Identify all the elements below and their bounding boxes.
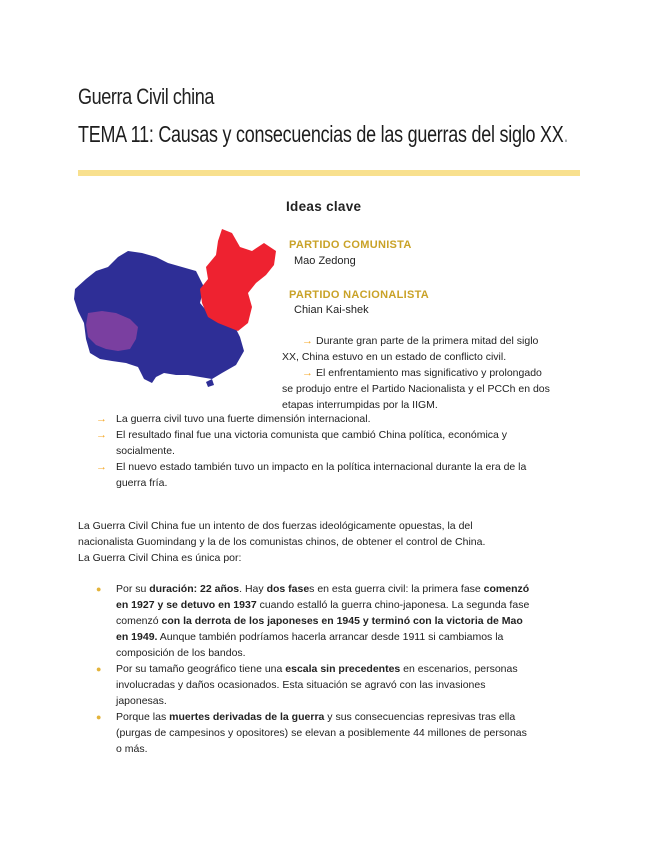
list-item: → La guerra civil tuvo una fuerte dimensión internacional. (96, 413, 371, 425)
list-item: → El nuevo estado también tuvo un impacto en la política internacional durante la era de la guerra fría. (96, 461, 527, 489)
right-point-1: → Durante gran parte de la primera mitad del siglo (302, 335, 539, 347)
right-point-2: → El enfrentamiento mas significativo y prolongado (302, 367, 542, 379)
arrow-icon: → (96, 413, 107, 425)
intro-paragraph: La Guerra Civil China fue un intento de dos fuerzas ideológicamente opuestas, la del nacionalista Guomindang y la de los comunistas chinos, de obtener el control de China. La Guerra Civil China es única por: (78, 520, 486, 564)
detail-list (96, 581, 572, 757)
right-point-1-cont: XX, China estuvo en un estado de conflicto civil. (282, 351, 507, 363)
right-point-2-cont: se produjo entre el Partido Nacionalista y el PCCh en dos (282, 383, 550, 395)
ideas-heading: Ideas clave (286, 199, 362, 214)
divider-rule (78, 170, 580, 176)
bullet-icon: ● (96, 664, 102, 674)
arrow-icon: → (302, 335, 313, 347)
map-communist-region (200, 229, 276, 331)
subtitle-text: TEMA 11: Causas y consecuencias de las guerras del siglo XX (78, 121, 564, 147)
arrow-icon: → (96, 461, 107, 473)
party-leader-communist: Mao Zedong (294, 255, 356, 267)
bullet-icon: ● (96, 584, 102, 594)
party-name-communist: PARTIDO COMUNISTA (289, 239, 412, 251)
arrow-icon: → (96, 429, 107, 441)
list-item: → El resultado final fue una victoria comunista que cambió China política, económica y socialmente. (96, 429, 508, 457)
right-point-2-cont2: etapas interrumpidas por la IIGM. (282, 399, 438, 411)
map-island (206, 379, 214, 387)
subtitle-dot: . (563, 121, 569, 147)
list-item: ● Porque las muertes derivadas de la guerra y sus consecuencias represivas tras ella (purgas de campesinos y opositores) se elevan a posiblemente 44 millones de personas o más. (96, 711, 527, 755)
document-title: Guerra Civil china (78, 84, 214, 109)
party-name-nationalist: PARTIDO NACIONALISTA (289, 289, 430, 301)
document-subtitle (78, 121, 568, 148)
arrow-icon: → (302, 367, 313, 379)
list-item: ● Por su duración: 22 años. Hay dos fases en esta guerra civil: la primera fase comenzó en 1927 y se detuvo en 1937 cuando estalló la guerra chino-japonesa. La segunda fase comenzó con la derrota de los japoneses en 1945 y terminó con la victoria de Mao en 1949. Aunque también podríamos hacerla arrancar desde 1911 si cambiamos la composición de los bandos. (96, 583, 530, 659)
bullet-icon: ● (96, 712, 102, 722)
party-leader-nationalist: Chian Kai-shek (294, 304, 369, 316)
list-item: ● Por su tamaño geográfico tiene una escala sin precedentes en escenarios, personas involucradas y daños ocasionados. Esta situación se agravó con las invasiones japonesas. (96, 663, 518, 707)
china-map (72, 227, 282, 392)
arrow-point-list (96, 411, 566, 491)
